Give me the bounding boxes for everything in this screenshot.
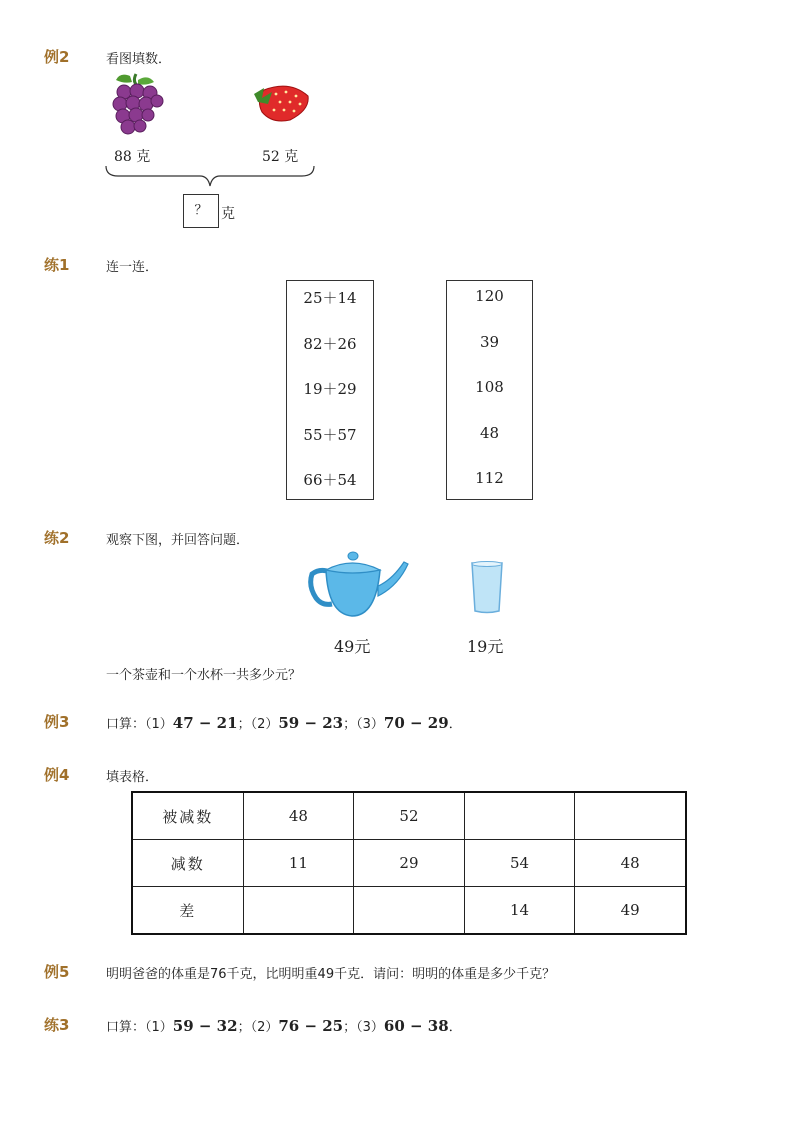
example-4-label: 例4 — [44, 766, 70, 784]
separator: ； — [237, 1020, 251, 1035]
glass-cup-icon — [470, 561, 504, 615]
cup-price: 19元 — [467, 637, 504, 656]
table-row — [132, 840, 686, 887]
practice-1-instruction: 连一连． — [106, 260, 159, 275]
row-header: 减数 — [132, 840, 243, 887]
separator: ； — [237, 717, 251, 732]
table-cell[interactable] — [575, 792, 686, 840]
right-result[interactable]: 48 — [479, 424, 500, 442]
math-expression: 59 − 23 — [278, 714, 344, 732]
right-result[interactable]: 108 — [475, 378, 504, 396]
practice-3-label: 练3 — [44, 1016, 70, 1034]
practice-2-question: 一个茶壶和一个水杯一共多少元？ — [106, 668, 302, 683]
item-index: （2） — [250, 717, 279, 732]
math-expression: 47 − 21 — [172, 714, 238, 732]
strawberry-icon — [250, 80, 312, 126]
example-3-label: 例3 — [44, 713, 70, 731]
item-index: （3） — [356, 717, 384, 732]
left-expression[interactable]: 66＋54 — [303, 471, 357, 489]
table-cell[interactable]: 14 — [464, 887, 575, 935]
table-cell[interactable] — [243, 887, 354, 935]
example-2-instruction: 看图填数． — [106, 52, 172, 67]
right-result-column — [446, 280, 533, 500]
left-expression-column — [286, 280, 374, 500]
teapot-price: 49元 — [334, 637, 371, 656]
table-row — [132, 887, 686, 935]
grapes-icon — [108, 70, 168, 140]
left-expression[interactable]: 25＋14 — [303, 289, 357, 307]
row-header: 被减数 — [132, 792, 243, 840]
example-2-label: 例2 — [44, 48, 70, 66]
right-result[interactable]: 120 — [475, 287, 504, 305]
math-expression: 60 − 38 — [383, 1017, 449, 1035]
answer-unit: 克 — [221, 206, 235, 222]
right-result[interactable]: 112 — [475, 469, 504, 487]
practice-3-line — [106, 1016, 462, 1035]
item-index: （3） — [356, 1020, 384, 1035]
example-3-line — [106, 713, 462, 732]
row-header: 差 — [132, 887, 243, 935]
math-expression: 70 − 29 — [383, 714, 449, 732]
table-cell[interactable]: 48 — [575, 840, 686, 887]
separator: ； — [343, 1020, 357, 1035]
table-cell[interactable]: 54 — [464, 840, 575, 887]
table-cell[interactable]: 48 — [243, 792, 354, 840]
answer-box[interactable] — [183, 194, 219, 228]
practice-1-label: 练1 — [44, 256, 70, 274]
table-cell[interactable]: 11 — [243, 840, 354, 887]
table-cell[interactable]: 29 — [354, 840, 465, 887]
math-expression: 76 − 25 — [278, 1017, 344, 1035]
table-cell[interactable] — [354, 887, 465, 935]
mental-math-prefix: 口算： — [106, 1020, 146, 1035]
left-expression[interactable]: 19＋29 — [303, 380, 357, 398]
answer-placeholder: ？ — [194, 203, 208, 218]
table-cell[interactable]: 49 — [575, 887, 686, 935]
example-5-label: 例5 — [44, 963, 70, 981]
table-cell[interactable] — [464, 792, 575, 840]
strawberry-weight: 52 克 — [262, 149, 299, 165]
teapot-icon — [306, 550, 410, 620]
left-expression[interactable]: 55＋57 — [303, 426, 357, 444]
example-5-text: 明明爸爸的体重是76千克，比明明重49千克．请问：明明的体重是多少千克？ — [106, 967, 556, 982]
table-cell[interactable]: 52 — [354, 792, 465, 840]
item-index: （1） — [145, 717, 173, 732]
item-index: （1） — [145, 1020, 173, 1035]
separator: ． — [448, 1020, 462, 1035]
left-expression[interactable]: 82＋26 — [303, 335, 357, 353]
math-expression: 59 − 32 — [172, 1017, 238, 1035]
subtraction-table — [131, 791, 687, 935]
practice-2-instruction: 观察下图，并回答问题． — [106, 533, 250, 548]
example-4-instruction: 填表格． — [106, 770, 159, 785]
separator: ． — [448, 717, 462, 732]
table-row — [132, 792, 686, 840]
practice-2-label: 练2 — [44, 529, 70, 547]
mental-math-prefix: 口算： — [106, 717, 146, 732]
separator: ； — [343, 717, 357, 732]
brace — [104, 164, 318, 190]
grape-weight: 88 克 — [114, 149, 151, 165]
item-index: （2） — [250, 1020, 279, 1035]
right-result[interactable]: 39 — [479, 333, 500, 351]
